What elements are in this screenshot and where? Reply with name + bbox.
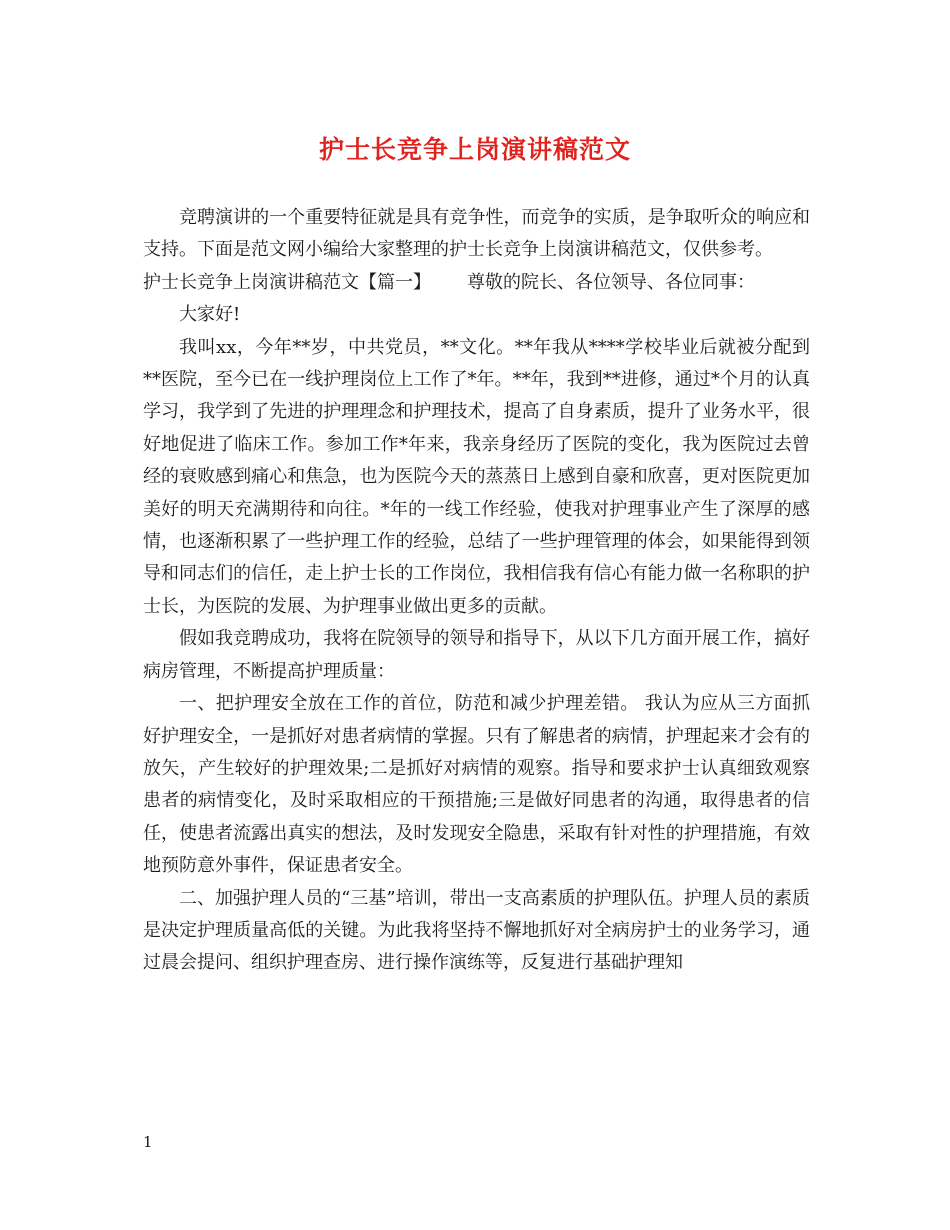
body-paragraph: 我叫xx，今年**岁，中共党员，**文化。**年我从****学校毕业后就被分配到**医院，至今已在一线护理岗位上工作了*年。**年，我到**进修，通过*个月的认真学习，我学到了先进的护理理念和护理技术，提高了自身素质，提升了业务水平，很好地促进了临床工作。参加工作*年来，我亲身经历了医院的变化，我为医院过去曾经的衰败感到痛心和焦急，也为医院今天的蒸蒸日上感到自豪和欣喜，更对医院更加美好的明天充满期待和向往。*年的一线工作经验，使我对护理事业产生了深厚的感情，也逐渐积累了一些护理工作的经验，总结了一些护理管理的体会，如果能得到领导和同志们的信任，走上护士长的工作岗位，我相信我有信心有能力做一名称职的护士长，为医院的发展、为护理事业做出更多的贡献。	[143, 336, 810, 617]
greeting: 大家好!	[179, 304, 241, 326]
page-number: 1	[143, 1133, 153, 1151]
intro-paragraph: 竞聘演讲的一个重要特征就是具有竞争性，而竞争的实质，是争取听众的响应和支持。下面是范文网小编给大家整理的护士长竞争上岗演讲稿范文，仅供参考。	[143, 207, 810, 261]
document-body	[143, 202, 810, 980]
body-paragraph: 假如我竞聘成功，我将在院领导的领导和指导下，从以下几方面开展工作，搞好病房管理，不断提高护理质量：	[143, 628, 810, 682]
section-heading-line	[143, 267, 810, 299]
salutation: 尊敬的院长、各位领导、各位同事：	[467, 271, 755, 293]
document-title: 护士长竞争上岗演讲稿范文	[318, 135, 631, 164]
body-paragraph: 二、加强护理人员的“三基”培训，带出一支高素质的护理队伍。护理人员的素质是决定护理质量高低的关键。为此我将坚持不懈地抓好对全病房护士的业务学习，通过晨会提问、组织护理查房、进行操作演练等，反复进行基础护理知	[143, 887, 810, 974]
body-paragraph: 一、把护理安全放在工作的首位，防范和减少护理差错。 我认为应从三方面抓好护理安全，一是抓好对患者病情的掌握。只有了解患者的病情，护理起来才会有的放矢，产生较好的护理效果;二是抓好对病情的观察。指导和要求护士认真细致观察患者的病情变化，及时采取相应的干预措施;三是做好同患者的沟通，取得患者的信任，使患者流露出真实的想法，及时发现安全隐患，采取有针对性的护理措施，有效地预防意外事件，保证患者安全。	[143, 693, 810, 877]
section-heading: 护士长竞争上岗演讲稿范文【篇一】	[143, 271, 431, 293]
